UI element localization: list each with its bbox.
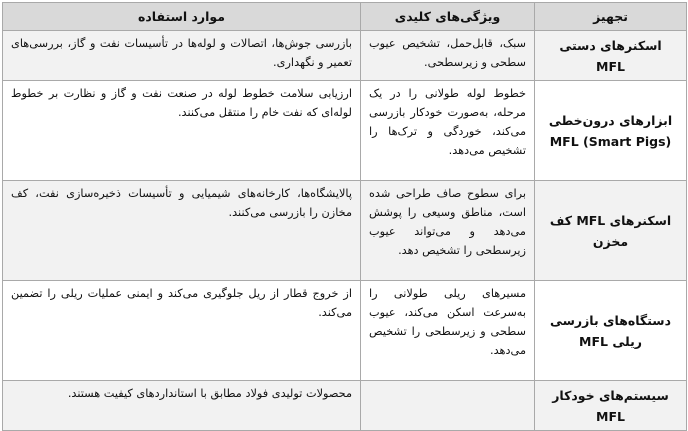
features-cell: خطوط لوله طولانی را در یک مرحله، به‌صورت خودکار بازرسی می‌کند، خوردگی و ترک‌ها را تشخیص می‌دهد. [361,81,535,181]
device-cell: دستگاه‌های بازرسی ریلی MFL [535,281,687,381]
device-cell: اسکنرهای دستی MFL [535,31,687,81]
device-cell: ابزارهای درون‌خطی MFL (Smart Pigs) [535,81,687,181]
uses-cell: ارزیابی سلامت خطوط لوله در صنعت نفت و گاز و نظارت بر خطوط لوله‌ای که نفت خام را منتقل می‌کنند. [3,81,361,181]
mfl-equipment-table [2,2,687,431]
uses-cell: بازرسی جوش‌ها، اتصالات و لوله‌ها در تأسیسات نفت و گاز، بررسی‌های تعمیر و نگهداری. [3,31,361,81]
features-cell [361,381,535,431]
device-cell: سیستم‌های خودکار MFL [535,381,687,431]
table-row [3,281,687,381]
features-cell: برای سطوح صاف طراحی شده است، مناطق وسیعی را پوشش می‌دهد و می‌تواند عیوب زیرسطحی را تشخیص دهد. [361,181,535,281]
features-cell: مسیرهای ریلی طولانی را به‌سرعت اسکن می‌کند، عیوب سطحی و زیرسطحی را تشخیص می‌دهد. [361,281,535,381]
table-row [3,381,687,431]
header-features: ویژگی‌های کلیدی [361,3,535,31]
header-uses: موارد استفاده [3,3,361,31]
header-device: تجهیز [535,3,687,31]
uses-cell: محصولات تولیدی فولاد مطابق با استانداردهای کیفیت هستند. [3,381,361,431]
header-row [3,3,687,31]
features-cell: سبک، قابل‌حمل، تشخیص عیوب سطحی و زیرسطحی. [361,31,535,81]
uses-cell: پالایشگاه‌ها، کارخانه‌های شیمیایی و تأسیسات ذخیره‌سازی نفت، کف مخازن را بازرسی می‌کنند. [3,181,361,281]
uses-cell: از خروج قطار از ریل جلوگیری می‌کند و ایمنی عملیات ریلی را تضمین می‌کند. [3,281,361,381]
table-row [3,81,687,181]
table-row [3,181,687,281]
table-row [3,31,687,81]
device-cell: اسکنرهای MFL کف مخزن [535,181,687,281]
